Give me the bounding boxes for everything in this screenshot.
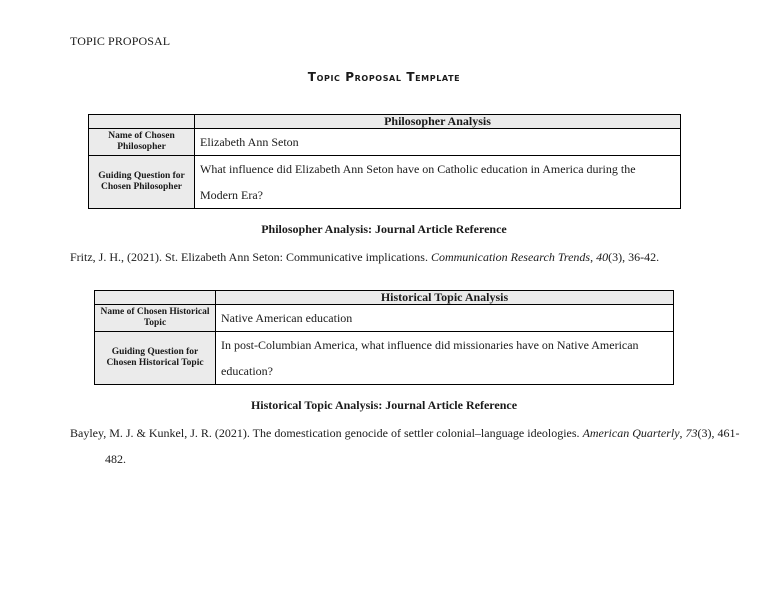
philosopher-name-value: Elizabeth Ann Seton <box>195 129 681 156</box>
citation-issue-pages: (3), 36-42. <box>608 250 660 264</box>
citation-authors: Bayley, M. J. & Kunkel, J. R. (2021). The domestication genocide of settler colonial–language ideologies. <box>70 426 583 440</box>
philosopher-name-label: Name of Chosen Philosopher <box>89 129 195 156</box>
historical-reference-heading: Historical Topic Analysis: Journal Article Reference <box>250 398 518 412</box>
table-corner-cell <box>89 115 195 129</box>
document-title: Topic Proposal Template <box>307 70 461 84</box>
philosopher-analysis-table <box>88 114 681 209</box>
philosopher-citation <box>70 244 745 270</box>
historical-question-value: In post-Columbian America, what influence did missionaries have on Native American education? <box>216 332 674 385</box>
table-row <box>95 332 674 385</box>
citation-journal: Communication Research Trends <box>430 250 591 264</box>
citation-volume: 73 <box>685 426 698 440</box>
citation-volume-separator: , <box>590 250 597 264</box>
historical-analysis-heading: Historical Topic Analysis <box>216 291 674 305</box>
table-header-row <box>95 291 674 305</box>
citation-volume: 40 <box>596 250 609 264</box>
historical-question-label: Guiding Question for Chosen Historical Topic <box>95 332 216 385</box>
philosopher-question-value: What influence did Elizabeth Ann Seton have on Catholic education in America during the Modern Era? <box>195 156 681 209</box>
philosopher-reference-heading: Philosopher Analysis: Journal Article Reference <box>261 222 507 236</box>
table-header-row <box>89 115 681 129</box>
historical-name-value: Native American education <box>216 305 674 332</box>
running-head: TOPIC PROPOSAL <box>70 34 171 48</box>
citation-journal: American Quarterly <box>582 426 680 440</box>
citation-authors: Fritz, J. H., (2021). St. Elizabeth Ann Seton: Communicative implications. <box>70 250 431 264</box>
citation-volume-separator: , <box>679 426 686 440</box>
philosopher-question-label: Guiding Question for Chosen Philosopher <box>89 156 195 209</box>
historical-topic-analysis-table <box>94 290 674 385</box>
historical-citation <box>70 420 745 472</box>
table-corner-cell <box>95 291 216 305</box>
historical-name-label: Name of Chosen Historical Topic <box>95 305 216 332</box>
table-row <box>95 305 674 332</box>
table-row <box>89 156 681 209</box>
philosopher-analysis-heading: Philosopher Analysis <box>195 115 681 129</box>
citation-issue-pages: (3), 461-482. <box>105 426 740 466</box>
table-row <box>89 129 681 156</box>
